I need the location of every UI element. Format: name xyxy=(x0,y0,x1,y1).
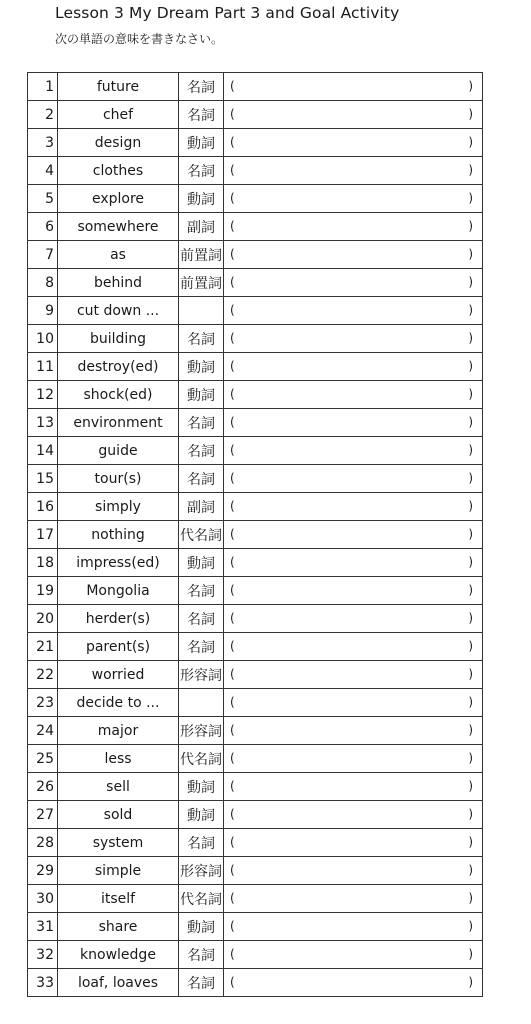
part-of-speech: 名詞 xyxy=(179,465,224,493)
close-paren: ) xyxy=(468,835,473,849)
vocab-row xyxy=(28,297,483,325)
vocab-row xyxy=(28,129,483,157)
vocab-word: shock(ed) xyxy=(58,381,179,409)
part-of-speech: 動詞 xyxy=(179,773,224,801)
vocab-word: parent(s) xyxy=(58,633,179,661)
answer-blank[interactable] xyxy=(224,773,483,801)
answer-blank[interactable] xyxy=(224,129,483,157)
row-number: 25 xyxy=(28,745,58,773)
open-paren: ( xyxy=(230,275,235,289)
answer-blank[interactable] xyxy=(224,409,483,437)
open-paren: ( xyxy=(230,835,235,849)
vocab-word: as xyxy=(58,241,179,269)
answer-blank[interactable] xyxy=(224,661,483,689)
vocab-row xyxy=(28,101,483,129)
vocab-row xyxy=(28,73,483,101)
row-number: 10 xyxy=(28,325,58,353)
vocab-word: share xyxy=(58,913,179,941)
vocab-row xyxy=(28,801,483,829)
row-number: 4 xyxy=(28,157,58,185)
vocab-row xyxy=(28,521,483,549)
open-paren: ( xyxy=(230,667,235,681)
answer-blank[interactable] xyxy=(224,969,483,997)
vocab-word: simple xyxy=(58,857,179,885)
part-of-speech: 動詞 xyxy=(179,913,224,941)
row-number: 15 xyxy=(28,465,58,493)
row-number: 2 xyxy=(28,101,58,129)
row-number: 3 xyxy=(28,129,58,157)
vocab-row xyxy=(28,577,483,605)
row-number: 28 xyxy=(28,829,58,857)
part-of-speech: 名詞 xyxy=(179,437,224,465)
open-paren: ( xyxy=(230,135,235,149)
row-number: 33 xyxy=(28,969,58,997)
row-number: 32 xyxy=(28,941,58,969)
vocab-row xyxy=(28,437,483,465)
close-paren: ) xyxy=(468,443,473,457)
row-number: 29 xyxy=(28,857,58,885)
close-paren: ) xyxy=(468,583,473,597)
row-number: 5 xyxy=(28,185,58,213)
row-number: 14 xyxy=(28,437,58,465)
part-of-speech: 動詞 xyxy=(179,185,224,213)
vocab-word: destroy(ed) xyxy=(58,353,179,381)
row-number: 21 xyxy=(28,633,58,661)
open-paren: ( xyxy=(230,499,235,513)
open-paren: ( xyxy=(230,331,235,345)
close-paren: ) xyxy=(468,807,473,821)
row-number: 24 xyxy=(28,717,58,745)
close-paren: ) xyxy=(468,359,473,373)
row-number: 23 xyxy=(28,689,58,717)
vocab-word: nothing xyxy=(58,521,179,549)
vocab-row xyxy=(28,689,483,717)
vocab-word: Mongolia xyxy=(58,577,179,605)
vocab-word: sold xyxy=(58,801,179,829)
worksheet-title: Lesson 3 My Dream Part 3 and Goal Activity xyxy=(55,4,400,22)
part-of-speech: 代名詞 xyxy=(179,521,224,549)
row-number: 1 xyxy=(28,73,58,101)
vocab-row xyxy=(28,381,483,409)
close-paren: ) xyxy=(468,499,473,513)
part-of-speech: 代名詞 xyxy=(179,745,224,773)
open-paren: ( xyxy=(230,975,235,989)
open-paren: ( xyxy=(230,219,235,233)
part-of-speech: 名詞 xyxy=(179,577,224,605)
part-of-speech: 名詞 xyxy=(179,101,224,129)
answer-blank[interactable] xyxy=(224,857,483,885)
open-paren: ( xyxy=(230,471,235,485)
row-number: 18 xyxy=(28,549,58,577)
part-of-speech: 名詞 xyxy=(179,633,224,661)
open-paren: ( xyxy=(230,387,235,401)
vocab-row xyxy=(28,717,483,745)
close-paren: ) xyxy=(468,751,473,765)
answer-blank[interactable] xyxy=(224,269,483,297)
close-paren: ) xyxy=(468,331,473,345)
open-paren: ( xyxy=(230,583,235,597)
vocab-row xyxy=(28,213,483,241)
close-paren: ) xyxy=(468,527,473,541)
close-paren: ) xyxy=(468,415,473,429)
close-paren: ) xyxy=(468,667,473,681)
open-paren: ( xyxy=(230,779,235,793)
vocab-row xyxy=(28,857,483,885)
answer-blank[interactable] xyxy=(224,157,483,185)
answer-blank[interactable] xyxy=(224,829,483,857)
row-number: 31 xyxy=(28,913,58,941)
part-of-speech: 動詞 xyxy=(179,129,224,157)
vocab-word: explore xyxy=(58,185,179,213)
answer-blank[interactable] xyxy=(224,297,483,325)
vocab-row xyxy=(28,465,483,493)
answer-blank[interactable] xyxy=(224,241,483,269)
vocab-row xyxy=(28,549,483,577)
close-paren: ) xyxy=(468,947,473,961)
vocab-word: herder(s) xyxy=(58,605,179,633)
vocab-word: tour(s) xyxy=(58,465,179,493)
vocab-word: decide to ... xyxy=(58,689,179,717)
vocab-word: somewhere xyxy=(58,213,179,241)
answer-blank[interactable] xyxy=(224,549,483,577)
part-of-speech xyxy=(179,297,224,325)
close-paren: ) xyxy=(468,891,473,905)
close-paren: ) xyxy=(468,247,473,261)
answer-blank[interactable] xyxy=(224,213,483,241)
answer-blank[interactable] xyxy=(224,437,483,465)
part-of-speech: 動詞 xyxy=(179,381,224,409)
open-paren: ( xyxy=(230,863,235,877)
part-of-speech: 名詞 xyxy=(179,157,224,185)
vocab-row xyxy=(28,913,483,941)
close-paren: ) xyxy=(468,387,473,401)
vocab-row xyxy=(28,185,483,213)
vocab-row xyxy=(28,269,483,297)
open-paren: ( xyxy=(230,247,235,261)
open-paren: ( xyxy=(230,891,235,905)
close-paren: ) xyxy=(468,919,473,933)
close-paren: ) xyxy=(468,107,473,121)
close-paren: ) xyxy=(468,863,473,877)
vocab-word: system xyxy=(58,829,179,857)
answer-blank[interactable] xyxy=(224,941,483,969)
part-of-speech: 副詞 xyxy=(179,493,224,521)
close-paren: ) xyxy=(468,975,473,989)
vocab-word: impress(ed) xyxy=(58,549,179,577)
row-number: 17 xyxy=(28,521,58,549)
open-paren: ( xyxy=(230,947,235,961)
vocab-word: future xyxy=(58,73,179,101)
vocab-word: sell xyxy=(58,773,179,801)
open-paren: ( xyxy=(230,163,235,177)
vocab-row xyxy=(28,157,483,185)
row-number: 12 xyxy=(28,381,58,409)
answer-blank[interactable] xyxy=(224,465,483,493)
part-of-speech: 名詞 xyxy=(179,605,224,633)
open-paren: ( xyxy=(230,723,235,737)
row-number: 30 xyxy=(28,885,58,913)
vocab-row xyxy=(28,353,483,381)
open-paren: ( xyxy=(230,303,235,317)
answer-blank[interactable] xyxy=(224,325,483,353)
open-paren: ( xyxy=(230,611,235,625)
close-paren: ) xyxy=(468,163,473,177)
open-paren: ( xyxy=(230,191,235,205)
close-paren: ) xyxy=(468,275,473,289)
vocab-word: cut down ... xyxy=(58,297,179,325)
part-of-speech: 形容詞 xyxy=(179,717,224,745)
row-number: 22 xyxy=(28,661,58,689)
row-number: 13 xyxy=(28,409,58,437)
part-of-speech: 動詞 xyxy=(179,549,224,577)
answer-blank[interactable] xyxy=(224,717,483,745)
row-number: 20 xyxy=(28,605,58,633)
answer-blank[interactable] xyxy=(224,913,483,941)
vocab-row xyxy=(28,829,483,857)
answer-blank[interactable] xyxy=(224,381,483,409)
part-of-speech: 名詞 xyxy=(179,409,224,437)
vocab-word: knowledge xyxy=(58,941,179,969)
vocab-row xyxy=(28,661,483,689)
open-paren: ( xyxy=(230,443,235,457)
vocab-word: itself xyxy=(58,885,179,913)
close-paren: ) xyxy=(468,611,473,625)
open-paren: ( xyxy=(230,359,235,373)
vocab-word: guide xyxy=(58,437,179,465)
open-paren: ( xyxy=(230,639,235,653)
vocab-row xyxy=(28,605,483,633)
open-paren: ( xyxy=(230,751,235,765)
row-number: 11 xyxy=(28,353,58,381)
close-paren: ) xyxy=(468,695,473,709)
close-paren: ) xyxy=(468,555,473,569)
vocab-row xyxy=(28,885,483,913)
answer-blank[interactable] xyxy=(224,577,483,605)
vocabulary-table xyxy=(27,72,483,997)
answer-blank[interactable] xyxy=(224,521,483,549)
part-of-speech: 名詞 xyxy=(179,73,224,101)
vocab-word: less xyxy=(58,745,179,773)
vocab-row xyxy=(28,325,483,353)
row-number: 9 xyxy=(28,297,58,325)
vocab-word: building xyxy=(58,325,179,353)
answer-blank[interactable] xyxy=(224,689,483,717)
part-of-speech: 前置詞 xyxy=(179,269,224,297)
part-of-speech xyxy=(179,689,224,717)
close-paren: ) xyxy=(468,219,473,233)
open-paren: ( xyxy=(230,695,235,709)
close-paren: ) xyxy=(468,303,473,317)
vocab-word: major xyxy=(58,717,179,745)
vocab-word: worried xyxy=(58,661,179,689)
vocab-row xyxy=(28,409,483,437)
open-paren: ( xyxy=(230,415,235,429)
vocab-row xyxy=(28,941,483,969)
vocab-word: simply xyxy=(58,493,179,521)
open-paren: ( xyxy=(230,527,235,541)
vocab-word: behind xyxy=(58,269,179,297)
vocab-row xyxy=(28,773,483,801)
open-paren: ( xyxy=(230,107,235,121)
answer-blank[interactable] xyxy=(224,885,483,913)
answer-blank[interactable] xyxy=(224,633,483,661)
part-of-speech: 前置詞 xyxy=(179,241,224,269)
part-of-speech: 名詞 xyxy=(179,325,224,353)
row-number: 7 xyxy=(28,241,58,269)
part-of-speech: 副詞 xyxy=(179,213,224,241)
vocab-row xyxy=(28,241,483,269)
vocab-row xyxy=(28,493,483,521)
answer-blank[interactable] xyxy=(224,493,483,521)
vocab-word: design xyxy=(58,129,179,157)
part-of-speech: 名詞 xyxy=(179,829,224,857)
row-number: 27 xyxy=(28,801,58,829)
close-paren: ) xyxy=(468,79,473,93)
part-of-speech: 動詞 xyxy=(179,353,224,381)
row-number: 26 xyxy=(28,773,58,801)
answer-blank[interactable] xyxy=(224,185,483,213)
worksheet-instruction: 次の単語の意味を書きなさい。 xyxy=(55,32,224,46)
row-number: 8 xyxy=(28,269,58,297)
vocab-word: clothes xyxy=(58,157,179,185)
vocab-row xyxy=(28,633,483,661)
part-of-speech: 形容詞 xyxy=(179,857,224,885)
row-number: 19 xyxy=(28,577,58,605)
part-of-speech: 名詞 xyxy=(179,969,224,997)
close-paren: ) xyxy=(468,191,473,205)
answer-blank[interactable] xyxy=(224,745,483,773)
vocab-row xyxy=(28,969,483,997)
vocab-word: environment xyxy=(58,409,179,437)
answer-blank[interactable] xyxy=(224,101,483,129)
vocabulary-table-body xyxy=(28,73,483,997)
answer-blank[interactable] xyxy=(224,801,483,829)
vocab-word: chef xyxy=(58,101,179,129)
close-paren: ) xyxy=(468,471,473,485)
close-paren: ) xyxy=(468,723,473,737)
open-paren: ( xyxy=(230,807,235,821)
part-of-speech: 形容詞 xyxy=(179,661,224,689)
answer-blank[interactable] xyxy=(224,353,483,381)
open-paren: ( xyxy=(230,919,235,933)
part-of-speech: 名詞 xyxy=(179,941,224,969)
vocab-row xyxy=(28,745,483,773)
vocab-word: loaf, loaves xyxy=(58,969,179,997)
answer-blank[interactable] xyxy=(224,73,483,101)
close-paren: ) xyxy=(468,639,473,653)
open-paren: ( xyxy=(230,79,235,93)
row-number: 16 xyxy=(28,493,58,521)
row-number: 6 xyxy=(28,213,58,241)
close-paren: ) xyxy=(468,779,473,793)
answer-blank[interactable] xyxy=(224,605,483,633)
open-paren: ( xyxy=(230,555,235,569)
close-paren: ) xyxy=(468,135,473,149)
part-of-speech: 動詞 xyxy=(179,801,224,829)
part-of-speech: 代名詞 xyxy=(179,885,224,913)
